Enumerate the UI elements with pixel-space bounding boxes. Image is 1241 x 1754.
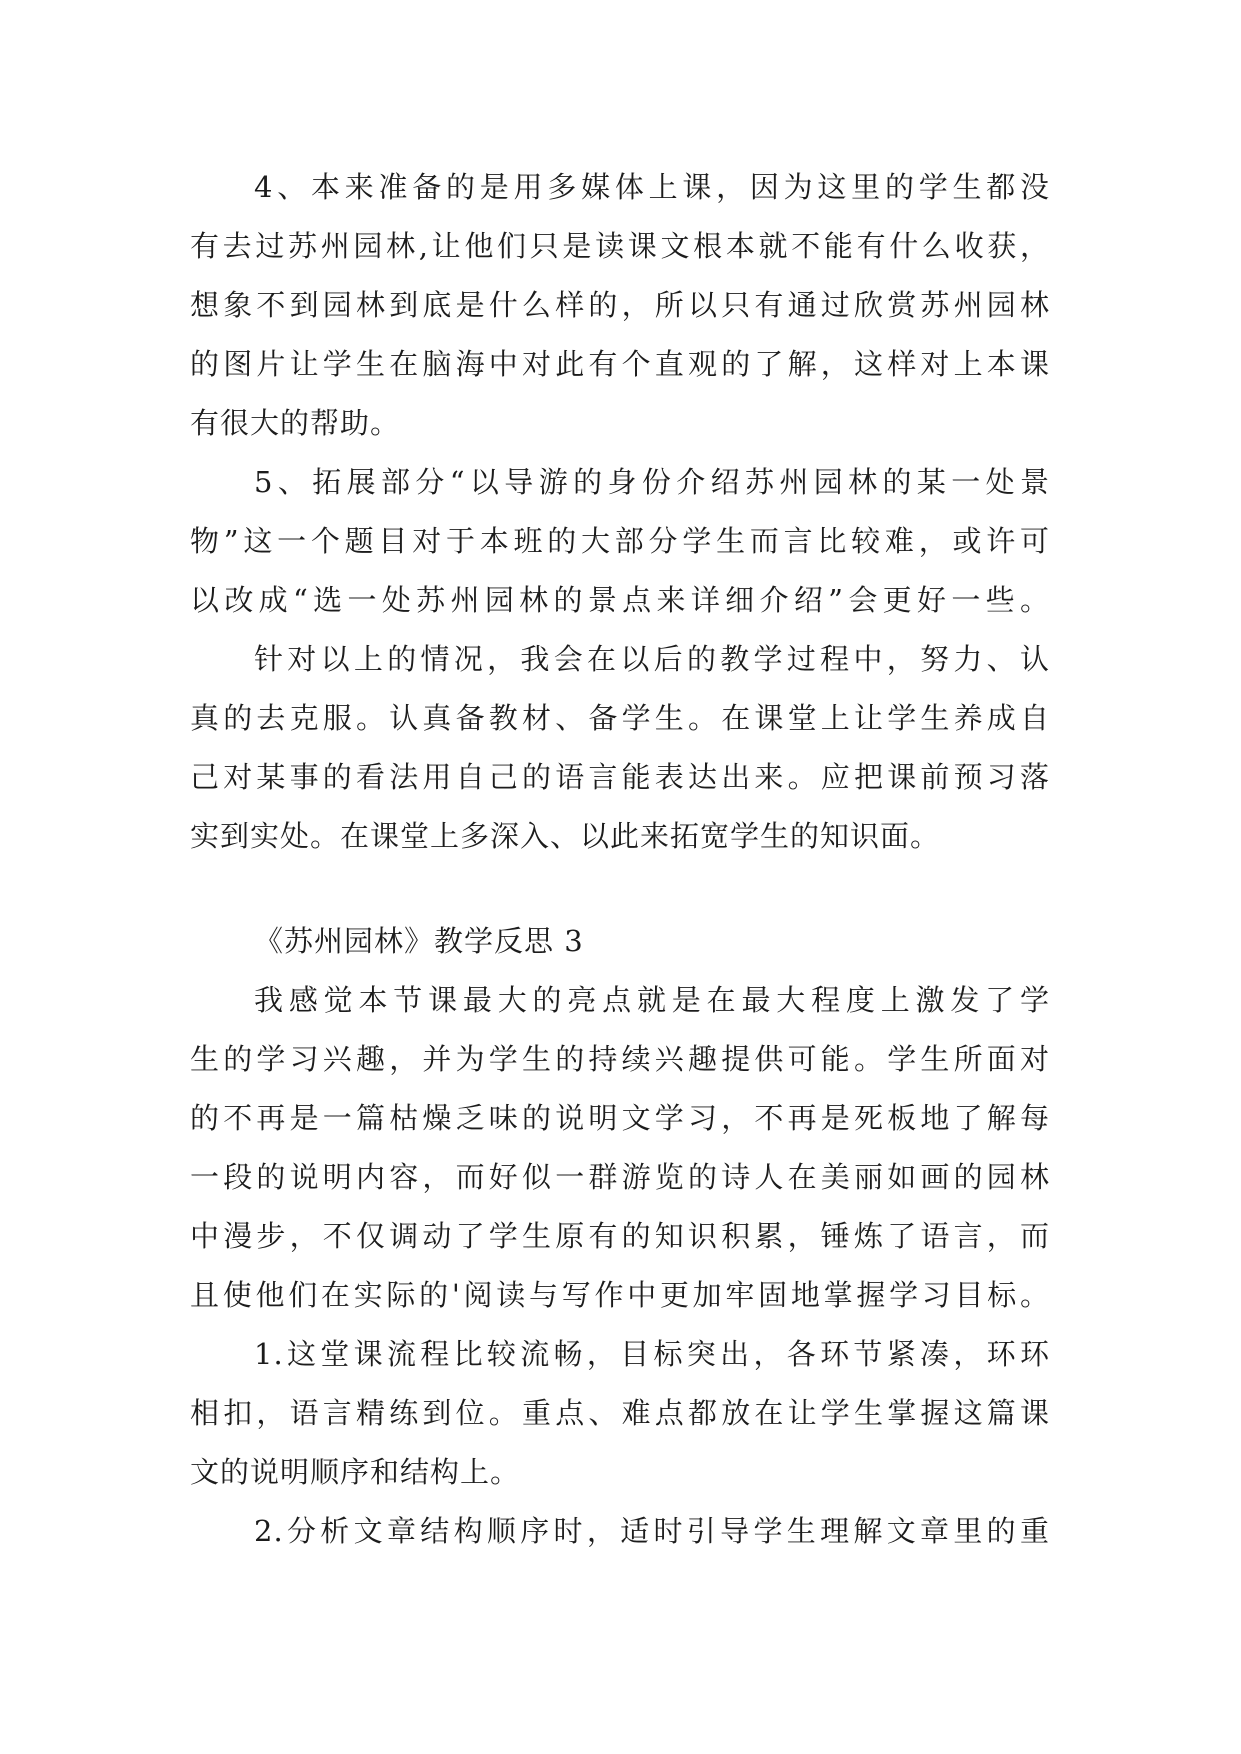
paragraph-4-line: 想象不到园林到底是什么样的，所以只有通过欣赏苏州园林 [190,288,1050,322]
paragraph-5-line: 5、拓展部分“以导游的身份介绍苏州园林的某一处景 [254,465,1050,499]
section-heading: 《苏州园林》教学反思 3 [254,924,584,958]
summary-paragraph-line: 实到实处。在课堂上多深入、以此来拓宽学生的知识面。 [190,819,941,853]
paragraph-4-line: 有很大的帮助。 [190,406,401,440]
paragraph-4-line: 的图片让学生在脑海中对此有个直观的了解，这样对上本课 [190,347,1050,381]
summary-paragraph-line: 针对以上的情况，我会在以后的教学过程中，努力、认 [254,642,1050,676]
summary-paragraph-line: 己对某事的看法用自己的语言能表达出来。应把课前预习落 [190,760,1050,794]
intro-paragraph-line: 且使他们在实际的'阅读与写作中更加牢固地掌握学习目标。 [190,1278,1050,1312]
intro-paragraph-line: 一段的说明内容，而好似一群游览的诗人在美丽如画的园林 [190,1160,1050,1194]
intro-paragraph-line: 中漫步，不仅调动了学生原有的知识积累，锤炼了语言，而 [190,1219,1050,1253]
point-1-line: 1.这堂课流程比较流畅，目标突出，各环节紧凑，环环 [254,1337,1050,1371]
point-2-line: 2.分析文章结构顺序时，适时引导学生理解文章里的重 [254,1514,1050,1548]
intro-paragraph-line: 生的学习兴趣，并为学生的持续兴趣提供可能。学生所面对 [190,1042,1050,1076]
reflection-part-3 [190,971,1050,1561]
paragraph-5-line: 以改成“选一处苏州园林的景点来详细介绍”会更好一些。 [190,583,1050,617]
intro-paragraph-line: 的不再是一篇枯燥乏味的说明文学习，不再是死板地了解每 [190,1101,1050,1135]
paragraph-4-line: 4、本来准备的是用多媒体上课，因为这里的学生都没 [254,170,1050,204]
summary-paragraph-line: 真的去克服。认真备教材、备学生。在课堂上让学生养成自 [190,701,1050,735]
paragraph-5-line: 物”这一个题目对于本班的大部分学生而言比较难，或许可 [190,524,1050,558]
reflection-part-2-continued [190,158,1050,866]
paragraph-4-line: 有去过苏州园林,让他们只是读课文根本就不能有什么收获， [190,229,1050,263]
point-1-line: 文的说明顺序和结构上。 [190,1455,521,1489]
point-1-line: 相扣，语言精练到位。重点、难点都放在让学生掌握这篇课 [190,1396,1050,1430]
intro-paragraph-line: 我感觉本节课最大的亮点就是在最大程度上激发了学 [254,983,1050,1017]
